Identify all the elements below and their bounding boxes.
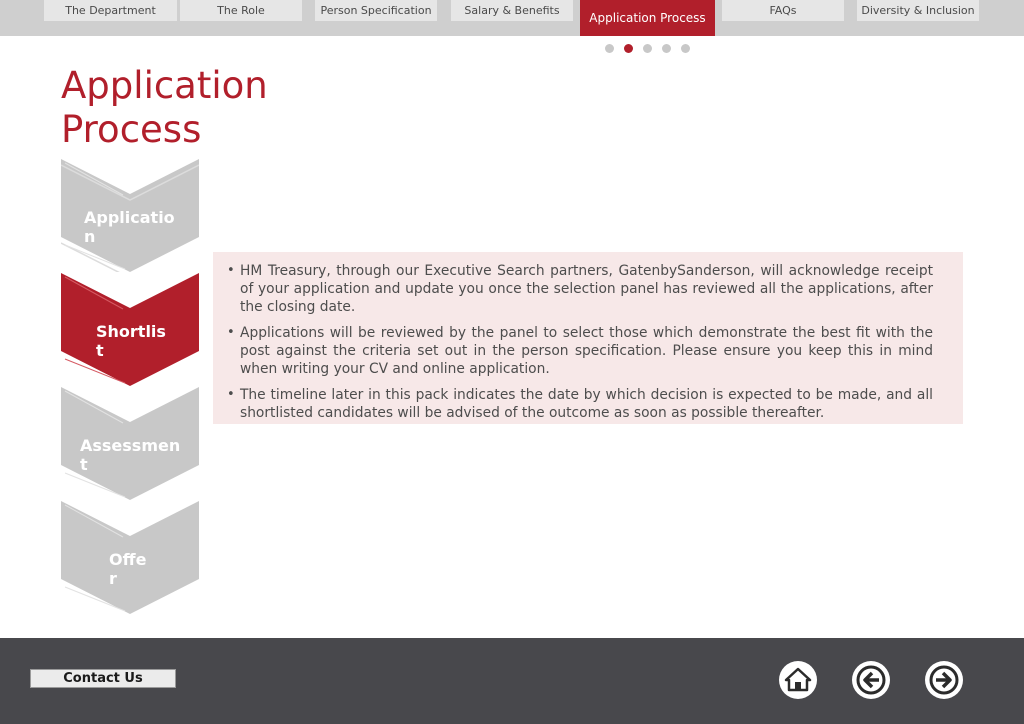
arrow-right-icon: [925, 661, 963, 699]
bullet-item: • HM Treasury, through our Executive Search partners, GatenbySanderson, will acknowledge receipt of your application and update you once the selection panel has reviewed all the applications, after the closing date.: [240, 262, 933, 316]
contact-us-button[interactable]: Contact Us: [30, 669, 176, 688]
step-assessment[interactable]: [61, 387, 199, 500]
content-panel: [213, 252, 963, 424]
footer: [0, 638, 1024, 724]
tab-the-department[interactable]: The Department: [44, 0, 177, 21]
step-label: Shortlist: [96, 322, 166, 360]
tab-salary-benefits[interactable]: Salary & Benefits: [451, 0, 573, 21]
next-button[interactable]: [925, 661, 963, 699]
step-application[interactable]: [61, 159, 199, 272]
progress-dot[interactable]: [643, 44, 652, 53]
step-label: Assessment: [80, 436, 181, 474]
step-offer[interactable]: [61, 501, 199, 614]
home-button[interactable]: [779, 661, 817, 699]
page-title: Application Process: [61, 64, 268, 151]
page-progress-dots: [605, 44, 690, 53]
step-label: Offer: [109, 550, 147, 588]
progress-dot[interactable]: [681, 44, 690, 53]
bullet-item: • The timeline later in this pack indicates the date by which decision is expected to be made, and all shortlisted candidates will be advised of the outcome as soon as possible thereafter.: [240, 386, 933, 422]
progress-dot[interactable]: [662, 44, 671, 53]
tab-faqs[interactable]: FAQs: [722, 0, 844, 21]
arrow-left-icon: [852, 661, 890, 699]
bullet-item: • Applications will be reviewed by the panel to select those which demonstrate the best fit with the post against the criteria set out in the person specification. Please ensure you keep this in mind when writing your CV and online application.: [240, 324, 933, 378]
tab-application-process[interactable]: Application Process: [580, 0, 715, 36]
progress-dot[interactable]: [605, 44, 614, 53]
back-button[interactable]: [852, 661, 890, 699]
progress-dot-current[interactable]: [624, 44, 633, 53]
home-icon: [779, 661, 817, 699]
step-label: Application: [84, 208, 175, 246]
top-nav: [0, 0, 1024, 36]
tab-diversity-inclusion[interactable]: Diversity & Inclusion: [857, 0, 979, 21]
tab-person-specification[interactable]: Person Specification: [315, 0, 437, 21]
step-shortlist[interactable]: [61, 273, 199, 386]
tab-the-role[interactable]: The Role: [180, 0, 302, 21]
